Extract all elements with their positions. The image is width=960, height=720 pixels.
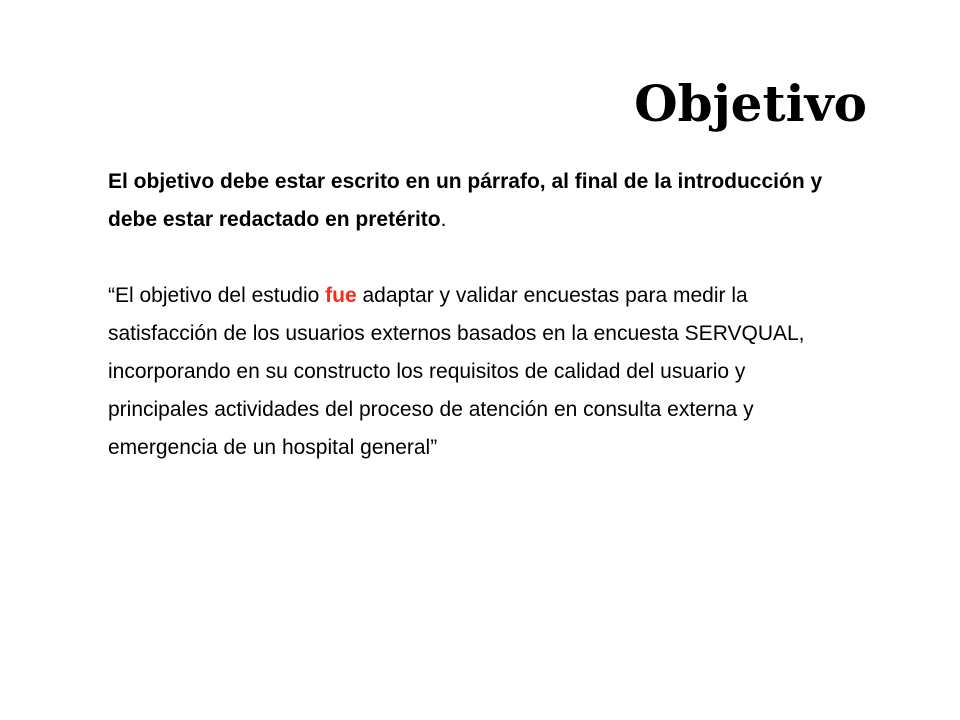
example-paragraph <box>108 277 848 467</box>
slide-title: Objetivo <box>634 74 867 133</box>
slide-body <box>108 163 848 467</box>
example-text-before: “El objetivo del estudio <box>108 284 326 307</box>
example-text-after: adaptar y validar encuestas para medir la satisfacción de los usuarios externos basados en la encuesta SERVQUAL, incorporando en su constructo los requisitos de calidad del usuario y principales actividades del proceso de atención en consulta externa y emergencia de un hospital general” <box>108 284 805 459</box>
instruction-paragraph <box>108 163 848 239</box>
instruction-period: . <box>440 208 447 231</box>
paragraph-spacer <box>108 239 848 277</box>
instruction-text: El objetivo debe estar escrito en un párrafo, al final de la introducción y debe estar redactado en pretérito <box>108 170 823 231</box>
example-emphasis-word: fue <box>325 284 357 307</box>
